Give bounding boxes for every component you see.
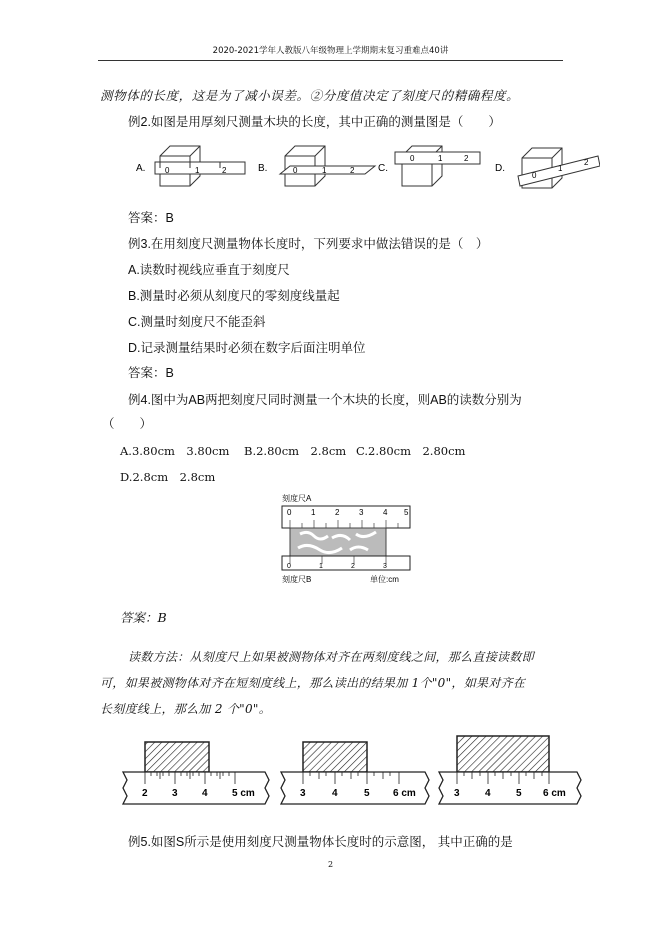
ruler2-tick-3: 6 cm: [393, 788, 416, 799]
ex2-fig-d-tick-1: 1: [558, 164, 563, 173]
rulers-figure: [115, 732, 585, 812]
page-number: 2: [327, 860, 334, 869]
ex2-fig-a-tick-2: 2: [222, 166, 227, 175]
ex2-fig-b-tick-0: 0: [293, 166, 298, 175]
ex5-question: 例5.如图S所示是使用刻度尺测量物体长度时的示意图， 其中正确的是: [128, 835, 513, 849]
ex4-unit-label: 单位:cm: [370, 575, 399, 584]
ruler1-tick-1: 3: [172, 788, 178, 799]
ex4-question: 例4.图中为AB两把刻度尺同时测量一个木块的长度，则AB的读数分别为: [128, 393, 522, 407]
reading-method-line-3: 长刻度线上，那么加 2 个"0"。: [100, 702, 272, 716]
ex2-fig-b-label: B.: [258, 163, 268, 174]
ex4-option-d: D.2.8cm 2.8cm: [120, 470, 216, 484]
ex4-ruler-a-tick-2: 2: [335, 508, 340, 517]
ex2-fig-b-tick-1: 1: [322, 166, 327, 175]
ruler3-tick-2: 5: [516, 788, 522, 799]
ex3-option-a: A.读数时视线应垂直于刻度尺: [128, 263, 290, 277]
ex4-option-a: A.3.80cm 3.80cm: [120, 444, 230, 458]
header-divider: [98, 60, 563, 61]
page-header: 2020-2021学年人教版八年级物理上学期期末复习重难点40讲: [212, 46, 449, 56]
ruler3-tick-3: 6 cm: [543, 788, 566, 799]
ex4-ruler-b-tick-1: 1: [319, 563, 323, 570]
ex2-fig-c-tick-1: 1: [438, 154, 443, 163]
ex3-option-b: B.测量时必须从刻度尺的零刻度线量起: [128, 289, 340, 303]
ex2-answer: 答案：B: [128, 211, 174, 225]
ruler1-tick-3: 5 cm: [232, 788, 255, 799]
ruler-figure-2: [281, 742, 429, 804]
ruler1-tick-0: 2: [142, 788, 148, 799]
ex3-answer: 答案：B: [128, 366, 174, 380]
ex4-ruler-b-tick-3: 3: [383, 563, 387, 570]
ex2-fig-a-tick-1: 1: [195, 166, 200, 175]
ex3-option-d: D.记录测量结果时必须在数字后面注明单位: [128, 341, 366, 355]
ex2-figure-c: [378, 146, 480, 186]
ruler1-tick-2: 4: [202, 788, 208, 799]
ex2-fig-b-tick-2: 2: [350, 166, 355, 175]
ex2-figure-b: [258, 146, 375, 186]
ex4-ruler-a-tick-3: 3: [359, 508, 364, 517]
ex2-question: 例2.如图是用厚刻尺测量木块的长度，其中正确的测量图是（ ）: [128, 115, 501, 129]
intro-line: 测物体的长度，这是为了减小误差。②分度值决定了刻度尺的精确程度。: [100, 88, 520, 103]
ex2-figure-d: [495, 148, 600, 188]
ex2-fig-d-label: D.: [495, 163, 505, 174]
ex4-ruler-a-tick-0: 0: [287, 508, 292, 517]
ex2-fig-a-label: A.: [136, 163, 146, 174]
ruler2-tick-1: 4: [332, 788, 338, 799]
ruler3-tick-1: 4: [485, 788, 491, 799]
ex4-ruler-a-tick-4: 4: [383, 508, 388, 517]
ex2-fig-d-tick-2: 2: [584, 158, 589, 167]
ex2-fig-d-tick-0: 0: [532, 171, 537, 180]
ex3-option-c: C.测量时刻度尺不能歪斜: [128, 315, 266, 329]
ex2-fig-c-label: C.: [378, 163, 388, 174]
ex4-figure: [270, 490, 416, 586]
ex4-answer: 答案：B: [120, 610, 167, 625]
ex4-option-c: C.2.80cm 2.80cm: [356, 444, 466, 458]
ex3-question: 例3.在用刻度尺测量物体长度时，下列要求中做法错误的是（ ）: [128, 237, 489, 251]
ex2-figure-a: [136, 146, 245, 186]
ex4-ruler-b-tick-0: 0: [287, 563, 291, 570]
ex4-ruler-a-tick-1: 1: [311, 508, 316, 517]
ruler2-tick-0: 3: [300, 788, 306, 799]
ex4-ruler-a-tick-5: 5: [404, 508, 409, 517]
reading-method-line-2: 可，如果被测物体对齐在短刻度线上，那么读出的结果加 1个"0"，如果对齐在: [100, 676, 526, 690]
ex2-figure: [130, 138, 600, 198]
ex4-ruler-b-tick-2: 2: [351, 563, 355, 570]
ex4-option-b: B.2.80cm 2.8cm: [244, 444, 347, 458]
ruler-figure-3: [439, 736, 581, 804]
reading-method-line-1: 读数方法：从刻度尺上如果被测物体对齐在两刻度线之间，那么直接读数即: [128, 650, 534, 664]
ex2-fig-c-tick-2: 2: [464, 154, 469, 163]
ex4-paren: （ ）: [102, 417, 153, 431]
ex2-fig-a-tick-0: 0: [165, 166, 170, 175]
ex4-ruler-a-label: 刻度尺A: [282, 494, 312, 503]
ruler3-tick-0: 3: [454, 788, 460, 799]
ruler2-tick-2: 5: [364, 788, 370, 799]
ruler-figure-1: [123, 742, 269, 804]
ex4-ruler-b-label: 刻度尺B: [282, 575, 312, 584]
ex2-fig-c-tick-0: 0: [410, 154, 415, 163]
